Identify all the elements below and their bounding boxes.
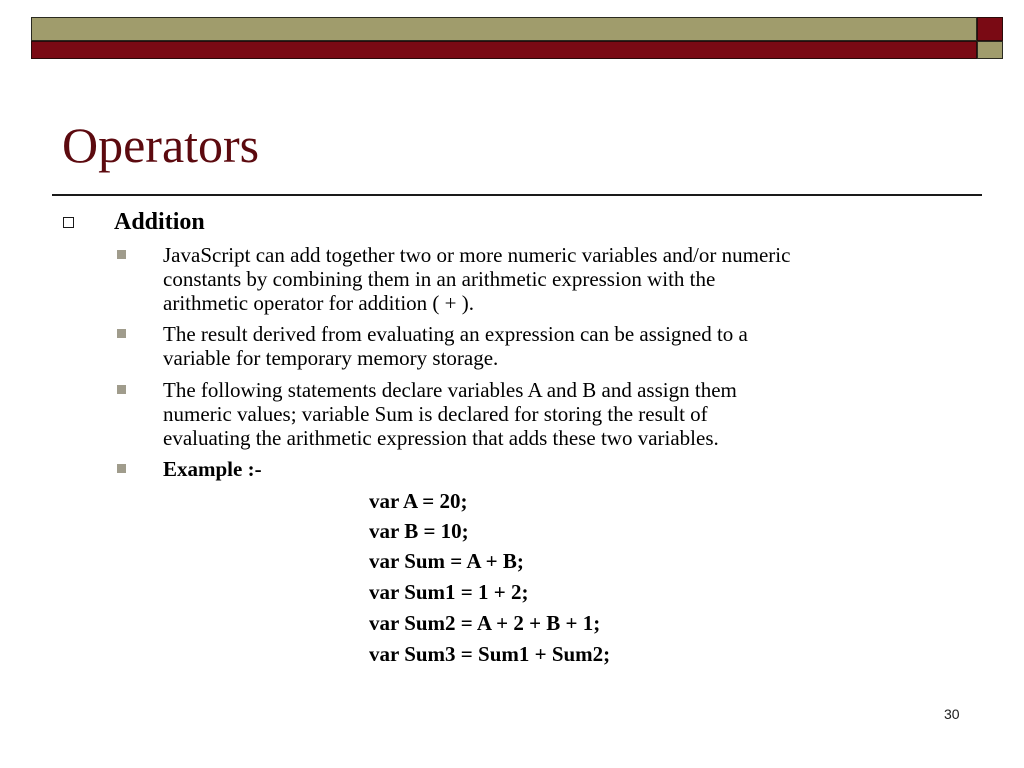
bullet-point [117,457,947,481]
header-corner-red [977,17,1003,41]
bullet-point-text: The following statements declare variables A and B and assign them numeric values; variable Sum is declared for storing the result of evaluating the arithmetic expression that adds these two variables. [163,378,737,450]
header-band-red [31,41,977,59]
slide-title: Operators [62,117,260,173]
code-line: var Sum2 = A + 2 + B + 1; [369,611,601,635]
section-heading-text: Addition [114,209,205,235]
title-divider [52,194,982,196]
bullet-point-text: The result derived from evaluating an expression can be assigned to a variable for temporary memory storage. [163,322,748,370]
bullet-point [117,322,947,370]
square-bullet-icon [117,385,126,394]
code-line: var A = 20; [369,489,468,513]
square-bullet-icon [117,329,126,338]
code-line: var Sum = A + B; [369,549,524,573]
square-bullet-icon [117,250,126,259]
bullet-point-text: JavaScript can add together two or more numeric variables and/or numeric constants by combining them in an arithmetic expression with the arithmetic operator for addition ( + ). [163,243,791,315]
bullet-point [117,243,947,315]
bullet-point [117,378,947,450]
hollow-square-icon [63,217,74,228]
page-number: 30 [944,706,960,722]
example-label: Example :- [163,457,262,481]
header-corner-olive [977,41,1003,59]
header-band-olive [31,17,977,41]
code-line: var B = 10; [369,519,469,543]
code-line: var Sum1 = 1 + 2; [369,580,529,604]
code-line: var Sum3 = Sum1 + Sum2; [369,642,611,666]
square-bullet-icon [117,464,126,473]
